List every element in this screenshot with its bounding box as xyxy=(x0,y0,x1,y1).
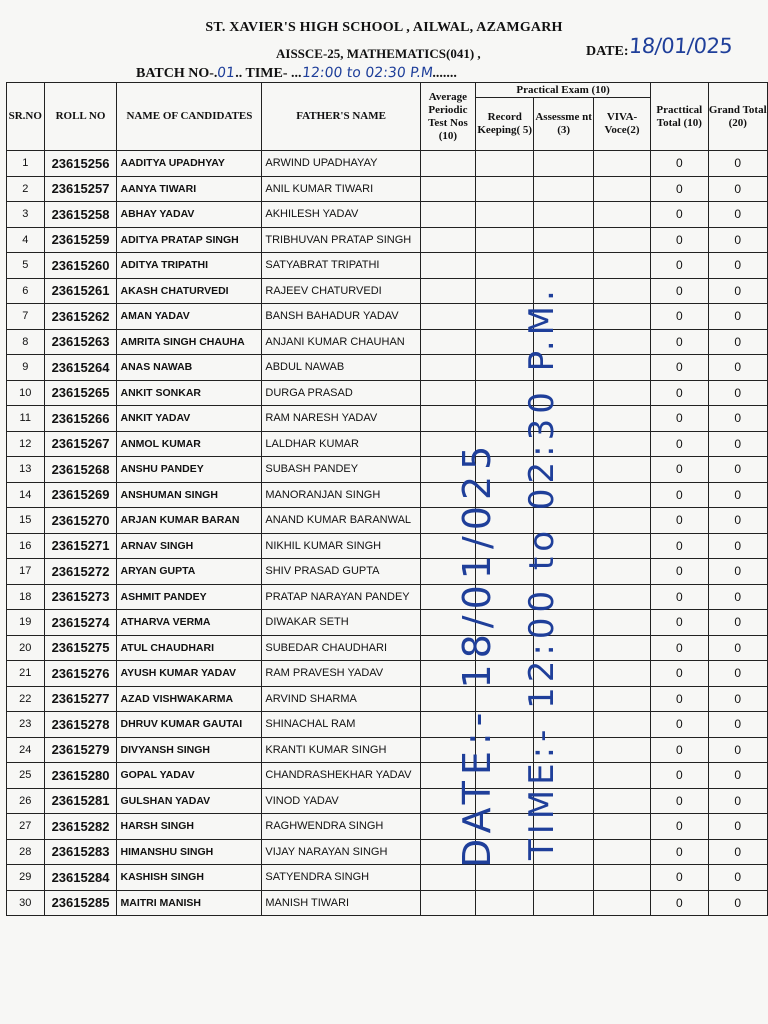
practical-total-cell: 0 xyxy=(651,380,708,406)
practical-total-cell: 0 xyxy=(651,712,708,738)
grand-total-cell: 0 xyxy=(708,788,768,814)
grand-total-cell: 0 xyxy=(708,763,768,789)
viva-cell xyxy=(593,839,650,865)
grand-total-cell: 0 xyxy=(708,635,768,661)
assessment-cell xyxy=(534,253,593,279)
father-name-cell: CHANDRASHEKHAR YADAV xyxy=(262,763,420,789)
viva-cell xyxy=(593,227,650,253)
roll-no-cell: 23615269 xyxy=(44,482,117,508)
viva-cell xyxy=(593,151,650,177)
practical-total-cell: 0 xyxy=(651,814,708,840)
roll-no-cell: 23615272 xyxy=(44,559,117,585)
periodic-cell xyxy=(420,253,475,279)
practical-total-cell: 0 xyxy=(651,431,708,457)
sr-cell: 13 xyxy=(7,457,45,483)
father-name-cell: SATYENDRA SINGH xyxy=(262,865,420,891)
table-row xyxy=(7,431,768,457)
table-row xyxy=(7,355,768,381)
date-annotation: DATE:- 18/01/025 xyxy=(455,439,499,868)
grand-total-cell: 0 xyxy=(708,329,768,355)
grand-total-cell: 0 xyxy=(708,508,768,534)
assessment-cell xyxy=(534,151,593,177)
practical-total-cell: 0 xyxy=(651,406,708,432)
table-row xyxy=(7,814,768,840)
table-row xyxy=(7,839,768,865)
father-name-cell: TRIBHUVAN PRATAP SINGH xyxy=(262,227,420,253)
periodic-cell xyxy=(420,380,475,406)
table-row xyxy=(7,406,768,432)
table-row xyxy=(7,635,768,661)
practical-total-cell: 0 xyxy=(651,355,708,381)
periodic-cell xyxy=(420,406,475,432)
roll-no-cell: 23615275 xyxy=(44,635,117,661)
sr-cell: 23 xyxy=(7,712,45,738)
sr-cell: 12 xyxy=(7,431,45,457)
father-name-cell: RAM PRAVESH YADAV xyxy=(262,661,420,687)
candidate-name-cell: ANSHUMAN SINGH xyxy=(117,482,262,508)
viva-cell xyxy=(593,610,650,636)
practical-total-cell: 0 xyxy=(651,508,708,534)
practical-total-cell: 0 xyxy=(651,278,708,304)
grand-total-cell: 0 xyxy=(708,431,768,457)
viva-cell xyxy=(593,737,650,763)
practical-total-cell: 0 xyxy=(651,610,708,636)
practical-total-cell: 0 xyxy=(651,890,708,916)
viva-cell xyxy=(593,686,650,712)
candidate-name-cell: ATHARVA VERMA xyxy=(117,610,262,636)
roll-no-cell: 23615258 xyxy=(44,202,117,228)
roll-no-cell: 23615282 xyxy=(44,814,117,840)
roll-no-cell: 23615263 xyxy=(44,329,117,355)
father-name-cell: SHIV PRASAD GUPTA xyxy=(262,559,420,585)
roll-no-cell: 23615279 xyxy=(44,737,117,763)
practical-total-cell: 0 xyxy=(651,584,708,610)
table-row xyxy=(7,329,768,355)
viva-cell xyxy=(593,635,650,661)
date-label: DATE: xyxy=(586,44,629,59)
sr-cell: 2 xyxy=(7,176,45,202)
practical-total-cell: 0 xyxy=(651,865,708,891)
candidate-name-cell: AZAD VISHWAKARMA xyxy=(117,686,262,712)
viva-cell xyxy=(593,890,650,916)
candidate-name-cell: AMRITA SINGH CHAUHA xyxy=(117,329,262,355)
periodic-cell xyxy=(420,304,475,330)
table-row xyxy=(7,304,768,330)
father-name-cell: ANJANI KUMAR CHAUHAN xyxy=(262,329,420,355)
candidate-name-cell: AANYA TIWARI xyxy=(117,176,262,202)
sr-cell: 6 xyxy=(7,278,45,304)
father-name-cell: RAJEEV CHATURVEDI xyxy=(262,278,420,304)
grand-total-cell: 0 xyxy=(708,865,768,891)
exam-title: AISSCE-25, MATHEMATICS(041) , xyxy=(276,46,481,61)
roll-no-cell: 23615262 xyxy=(44,304,117,330)
father-name-cell: ARVIND SHARMA xyxy=(262,686,420,712)
roll-no-cell: 23615259 xyxy=(44,227,117,253)
candidate-name-cell: HIMANSHU SINGH xyxy=(117,839,262,865)
grand-total-cell: 0 xyxy=(708,457,768,483)
table-row xyxy=(7,584,768,610)
viva-cell xyxy=(593,457,650,483)
table-row xyxy=(7,176,768,202)
candidate-name-cell: DIVYANSH SINGH xyxy=(117,737,262,763)
candidate-name-cell: MAITRI MANISH xyxy=(117,890,262,916)
practical-total-cell: 0 xyxy=(651,839,708,865)
table-row xyxy=(7,533,768,559)
father-name-cell: RAGHWENDRA SINGH xyxy=(262,814,420,840)
col-practical-group: Practical Exam (10) xyxy=(476,83,651,98)
candidate-name-cell: ANKIT YADAV xyxy=(117,406,262,432)
grand-total-cell: 0 xyxy=(708,737,768,763)
grand-total-cell: 0 xyxy=(708,253,768,279)
father-name-cell: VIJAY NARAYAN SINGH xyxy=(262,839,420,865)
sr-cell: 3 xyxy=(7,202,45,228)
father-name-cell: ANAND KUMAR BARANWAL xyxy=(262,508,420,534)
sr-cell: 22 xyxy=(7,686,45,712)
practical-total-cell: 0 xyxy=(651,763,708,789)
viva-cell xyxy=(593,559,650,585)
table-row xyxy=(7,610,768,636)
practical-total-cell: 0 xyxy=(651,151,708,177)
candidate-name-cell: AYUSH KUMAR YADAV xyxy=(117,661,262,687)
roll-no-cell: 23615271 xyxy=(44,533,117,559)
periodic-cell xyxy=(420,151,475,177)
viva-cell xyxy=(593,814,650,840)
sr-cell: 19 xyxy=(7,610,45,636)
practical-total-cell: 0 xyxy=(651,737,708,763)
sr-cell: 14 xyxy=(7,482,45,508)
father-name-cell: ARWIND UPADHAYAY xyxy=(262,151,420,177)
col-record: Record Keeping( 5) xyxy=(476,98,534,151)
table-row xyxy=(7,202,768,228)
practical-total-cell: 0 xyxy=(651,253,708,279)
father-name-cell: MANISH TIWARI xyxy=(262,890,420,916)
grand-total-cell: 0 xyxy=(708,712,768,738)
candidate-name-cell: ADITYA TRIPATHI xyxy=(117,253,262,279)
table-row xyxy=(7,457,768,483)
candidate-name-cell: ANKIT SONKAR xyxy=(117,380,262,406)
record-cell xyxy=(476,176,534,202)
viva-cell xyxy=(593,253,650,279)
grand-total-cell: 0 xyxy=(708,686,768,712)
roll-no-cell: 23615280 xyxy=(44,763,117,789)
father-name-cell: ANIL KUMAR TIWARI xyxy=(262,176,420,202)
viva-cell xyxy=(593,788,650,814)
father-name-cell: AKHILESH YADAV xyxy=(262,202,420,228)
table-row xyxy=(7,482,768,508)
candidate-name-cell: ARNAV SINGH xyxy=(117,533,262,559)
grand-total-cell: 0 xyxy=(708,406,768,432)
sr-cell: 26 xyxy=(7,788,45,814)
candidate-name-cell: ASHMIT PANDEY xyxy=(117,584,262,610)
grand-total-cell: 0 xyxy=(708,661,768,687)
roll-no-cell: 23615265 xyxy=(44,380,117,406)
candidate-name-cell: ANAS NAWAB xyxy=(117,355,262,381)
record-cell xyxy=(476,202,534,228)
sr-cell: 28 xyxy=(7,839,45,865)
practical-total-cell: 0 xyxy=(651,788,708,814)
sr-cell: 4 xyxy=(7,227,45,253)
periodic-cell xyxy=(420,890,475,916)
table-row xyxy=(7,380,768,406)
sr-cell: 9 xyxy=(7,355,45,381)
father-name-cell: NIKHIL KUMAR SINGH xyxy=(262,533,420,559)
practical-total-cell: 0 xyxy=(651,482,708,508)
table-row xyxy=(7,253,768,279)
date-value: 18/01/025 xyxy=(628,34,734,58)
roll-no-cell: 23615284 xyxy=(44,865,117,891)
col-sr: SR.NO xyxy=(7,83,45,151)
roll-no-cell: 23615260 xyxy=(44,253,117,279)
sr-cell: 24 xyxy=(7,737,45,763)
candidate-name-cell: ANMOL KUMAR xyxy=(117,431,262,457)
practical-total-cell: 0 xyxy=(651,176,708,202)
time-suffix: ....... xyxy=(432,66,457,81)
viva-cell xyxy=(593,508,650,534)
candidate-name-cell: ADITYA PRATAP SINGH xyxy=(117,227,262,253)
candidate-name-cell: DHRUV KUMAR GAUTAI xyxy=(117,712,262,738)
roll-no-cell: 23615281 xyxy=(44,788,117,814)
periodic-cell xyxy=(420,176,475,202)
viva-cell xyxy=(593,329,650,355)
father-name-cell: SATYABRAT TRIPATHI xyxy=(262,253,420,279)
roll-no-cell: 23615274 xyxy=(44,610,117,636)
practical-total-cell: 0 xyxy=(651,304,708,330)
sr-cell: 25 xyxy=(7,763,45,789)
practical-total-cell: 0 xyxy=(651,635,708,661)
record-cell xyxy=(476,151,534,177)
viva-cell xyxy=(593,533,650,559)
viva-cell xyxy=(593,304,650,330)
roll-no-cell: 23615273 xyxy=(44,584,117,610)
candidate-name-cell: AADITYA UPADHYAY xyxy=(117,151,262,177)
viva-cell xyxy=(593,482,650,508)
grand-total-cell: 0 xyxy=(708,482,768,508)
table-row xyxy=(7,865,768,891)
practical-total-cell: 0 xyxy=(651,661,708,687)
assessment-cell xyxy=(534,202,593,228)
sr-cell: 15 xyxy=(7,508,45,534)
sr-cell: 17 xyxy=(7,559,45,585)
sr-cell: 1 xyxy=(7,151,45,177)
viva-cell xyxy=(593,406,650,432)
roll-no-cell: 23615256 xyxy=(44,151,117,177)
periodic-cell xyxy=(420,227,475,253)
roll-no-cell: 23615268 xyxy=(44,457,117,483)
grand-total-cell: 0 xyxy=(708,890,768,916)
record-cell xyxy=(476,253,534,279)
assessment-cell xyxy=(534,176,593,202)
practical-total-cell: 0 xyxy=(651,329,708,355)
practical-total-cell: 0 xyxy=(651,686,708,712)
sr-cell: 30 xyxy=(7,890,45,916)
col-practical-total: Practtical Total (10) xyxy=(651,83,708,151)
viva-cell xyxy=(593,865,650,891)
periodic-cell xyxy=(420,278,475,304)
roll-no-cell: 23615270 xyxy=(44,508,117,534)
grand-total-cell: 0 xyxy=(708,304,768,330)
father-name-cell: SUBEDAR CHAUDHARI xyxy=(262,635,420,661)
col-periodic: Average Periodic Test Nos (10) xyxy=(420,83,475,151)
roll-no-cell: 23615277 xyxy=(44,686,117,712)
table-row xyxy=(7,737,768,763)
col-assessment: Assessme nt (3) xyxy=(534,98,593,151)
grand-total-cell: 0 xyxy=(708,202,768,228)
table-row xyxy=(7,686,768,712)
col-grand-total: Grand Total (20) xyxy=(708,83,768,151)
viva-cell xyxy=(593,584,650,610)
sr-cell: 10 xyxy=(7,380,45,406)
father-name-cell: RAM NARESH YADAV xyxy=(262,406,420,432)
sr-cell: 8 xyxy=(7,329,45,355)
roll-no-cell: 23615266 xyxy=(44,406,117,432)
father-name-cell: SUBASH PANDEY xyxy=(262,457,420,483)
roll-no-cell: 23615283 xyxy=(44,839,117,865)
roll-no-cell: 23615257 xyxy=(44,176,117,202)
viva-cell xyxy=(593,712,650,738)
roll-no-cell: 23615276 xyxy=(44,661,117,687)
table-row xyxy=(7,508,768,534)
grand-total-cell: 0 xyxy=(708,533,768,559)
col-name: NAME OF CANDIDATES xyxy=(117,83,262,151)
father-name-cell: ABDUL NAWAB xyxy=(262,355,420,381)
table-row xyxy=(7,559,768,585)
practical-total-cell: 0 xyxy=(651,202,708,228)
periodic-cell xyxy=(420,329,475,355)
practical-total-cell: 0 xyxy=(651,533,708,559)
practical-total-cell: 0 xyxy=(651,227,708,253)
father-name-cell: LALDHAR KUMAR xyxy=(262,431,420,457)
viva-cell xyxy=(593,380,650,406)
grand-total-cell: 0 xyxy=(708,380,768,406)
father-name-cell: VINOD YADAV xyxy=(262,788,420,814)
grand-total-cell: 0 xyxy=(708,610,768,636)
assessment-cell xyxy=(534,227,593,253)
roll-no-cell: 23615278 xyxy=(44,712,117,738)
sr-cell: 21 xyxy=(7,661,45,687)
time-annotation: TIME:- 12:00 to 02:30 P.M. xyxy=(522,285,562,860)
roll-no-cell: 23615261 xyxy=(44,278,117,304)
viva-cell xyxy=(593,202,650,228)
record-cell xyxy=(476,227,534,253)
grand-total-cell: 0 xyxy=(708,814,768,840)
time-value: 12:00 to 02:30 P.M xyxy=(300,65,434,81)
father-name-cell: MANORANJAN SINGH xyxy=(262,482,420,508)
table-row xyxy=(7,763,768,789)
sr-cell: 7 xyxy=(7,304,45,330)
col-roll: ROLL NO xyxy=(44,83,117,151)
grand-total-cell: 0 xyxy=(708,584,768,610)
table-row xyxy=(7,661,768,687)
grand-total-cell: 0 xyxy=(708,151,768,177)
table-row xyxy=(7,788,768,814)
father-name-cell: BANSH BAHADUR YADAV xyxy=(262,304,420,330)
assessment-cell xyxy=(534,890,593,916)
sr-cell: 5 xyxy=(7,253,45,279)
table-row xyxy=(7,278,768,304)
sr-cell: 18 xyxy=(7,584,45,610)
col-father: FATHER'S NAME xyxy=(262,83,420,151)
candidate-name-cell: ARJAN KUMAR BARAN xyxy=(117,508,262,534)
table-row xyxy=(7,151,768,177)
school-name: ST. XAVIER'S HIGH SCHOOL , AILWAL, AZAMGARH xyxy=(205,20,563,35)
sr-cell: 20 xyxy=(7,635,45,661)
marks-table xyxy=(6,82,768,916)
table-row xyxy=(7,227,768,253)
time-label: TIME- ... xyxy=(245,66,302,81)
grand-total-cell: 0 xyxy=(708,278,768,304)
viva-cell xyxy=(593,176,650,202)
candidate-name-cell: ARYAN GUPTA xyxy=(117,559,262,585)
grand-total-cell: 0 xyxy=(708,355,768,381)
practical-total-cell: 0 xyxy=(651,457,708,483)
viva-cell xyxy=(593,278,650,304)
candidate-name-cell: GOPAL YADAV xyxy=(117,763,262,789)
sr-cell: 11 xyxy=(7,406,45,432)
table-row xyxy=(7,890,768,916)
grand-total-cell: 0 xyxy=(708,227,768,253)
grand-total-cell: 0 xyxy=(708,176,768,202)
periodic-cell xyxy=(420,202,475,228)
father-name-cell: DIWAKAR SETH xyxy=(262,610,420,636)
candidate-name-cell: GULSHAN YADAV xyxy=(117,788,262,814)
roll-no-cell: 23615267 xyxy=(44,431,117,457)
practical-total-cell: 0 xyxy=(651,559,708,585)
record-cell xyxy=(476,890,534,916)
batch-label: BATCH NO-. xyxy=(136,66,218,81)
batch-time-line: BATCH NO-.01.. TIME- ...12:00 to 02:30 P.M....... xyxy=(136,65,457,81)
viva-cell xyxy=(593,355,650,381)
sr-cell: 29 xyxy=(7,865,45,891)
viva-cell xyxy=(593,763,650,789)
grand-total-cell: 0 xyxy=(708,559,768,585)
father-name-cell: PRATAP NARAYAN PANDEY xyxy=(262,584,420,610)
grand-total-cell: 0 xyxy=(708,839,768,865)
col-viva: VIVA-Voce(2) xyxy=(593,98,650,151)
candidate-name-cell: AKASH CHATURVEDI xyxy=(117,278,262,304)
candidate-name-cell: ANSHU PANDEY xyxy=(117,457,262,483)
roll-no-cell: 23615285 xyxy=(44,890,117,916)
roll-no-cell: 23615264 xyxy=(44,355,117,381)
candidate-name-cell: AMAN YADAV xyxy=(117,304,262,330)
candidate-name-cell: KASHISH SINGH xyxy=(117,865,262,891)
candidate-name-cell: ABHAY YADAV xyxy=(117,202,262,228)
table-row xyxy=(7,712,768,738)
batch-value: 01 xyxy=(216,65,237,81)
sr-cell: 27 xyxy=(7,814,45,840)
father-name-cell: DURGA PRASAD xyxy=(262,380,420,406)
candidate-name-cell: HARSH SINGH xyxy=(117,814,262,840)
sr-cell: 16 xyxy=(7,533,45,559)
father-name-cell: KRANTI KUMAR SINGH xyxy=(262,737,420,763)
record-cell xyxy=(476,865,534,891)
assessment-cell xyxy=(534,865,593,891)
viva-cell xyxy=(593,431,650,457)
father-name-cell: SHINACHAL RAM xyxy=(262,712,420,738)
periodic-cell xyxy=(420,355,475,381)
viva-cell xyxy=(593,661,650,687)
candidate-name-cell: ATUL CHAUDHARI xyxy=(117,635,262,661)
periodic-cell xyxy=(420,865,475,891)
